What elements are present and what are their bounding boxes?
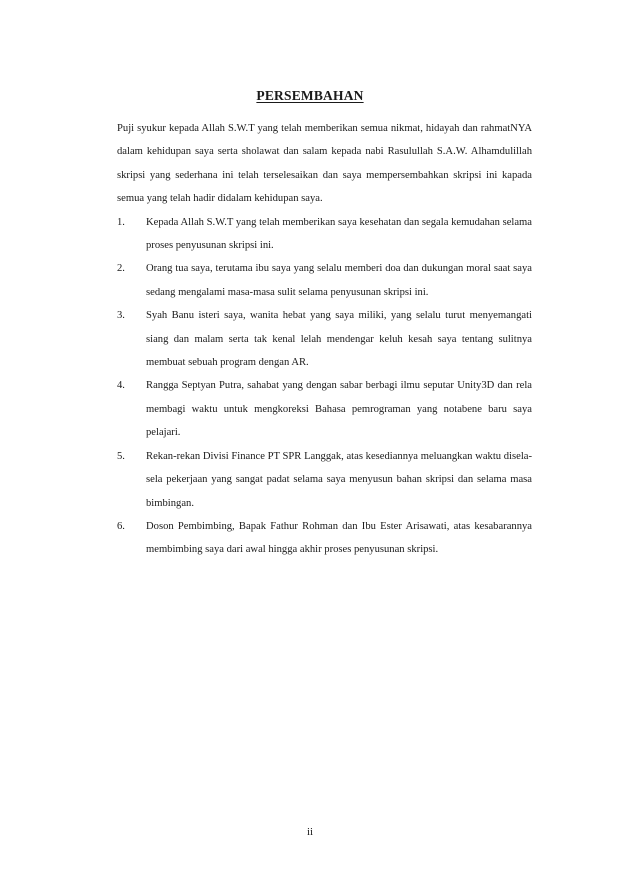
- list-item-number: 6.: [117, 520, 125, 532]
- list-item-text: Rekan-rekan Divisi Finance PT SPR Langgak, atas kesediannya meluangkan waktu disela-sela pekerjaan yang sangat padat selama saya menyusun bahan skripsi dan selama masa bimbingan.: [146, 450, 532, 509]
- dedication-list: [117, 211, 532, 562]
- page-title: PERSEMBAHAN: [256, 88, 364, 103]
- list-item: [117, 515, 532, 562]
- list-item-text: Rangga Septyan Putra, sahabat yang dengan sabar berbagi ilmu seputar Unity3D dan rela membagi waktu untuk mengkoreksi Bahasa pemrograman yang notabene baru saya pelajari.: [146, 380, 532, 439]
- list-item-text: Doson Pembimbing, Bapak Fathur Rohman dan Ibu Ester Arisawati, atas kesabarannya membimbing saya dari awal hingga akhir proses penyusunan skripsi.: [146, 520, 532, 556]
- page-number: ii: [306, 826, 314, 838]
- list-item-number: 5.: [117, 450, 125, 462]
- intro-paragraph: Puji syukur kepada Allah S.W.T yang telah memberikan semua nikmat, hidayah dan rahmatNYA dalam kehidupan saya serta sholawat dan salam kepada nabi Rasulullah S.A.W. Alhamdulillah skripsi yang sederhana ini telah terselesaikan dan saya mempersembahkan skripsi ini kapada semua yang telah hadir didalam kehidupan saya.: [117, 123, 532, 205]
- list-item: [117, 374, 532, 444]
- list-item-number: 2.: [117, 263, 125, 275]
- list-item: [117, 304, 532, 374]
- document-body: [117, 117, 532, 562]
- list-item-text: Kepada Allah S.W.T yang telah memberikan saya kesehatan dan segala kemudahan selama proses penyusunan skripsi ini.: [146, 216, 532, 252]
- list-item: [117, 257, 532, 304]
- list-item-number: 4.: [117, 380, 125, 392]
- list-item-text: Orang tua saya, terutama ibu saya yang selalu memberi doa dan dukungan moral saat saya sedang mengalami masa-masa sulit selama penyusunan skripsi ini.: [146, 263, 532, 298]
- list-item: [117, 211, 532, 258]
- list-item-text: Syah Banu isteri saya, wanita hebat yang saya miliki, yang selalu turut menyemangati siang dan malam serta tak kenal lelah mendengar keluh kesah saya tentang sulitnya membuat sebuah program dengan AR.: [146, 310, 532, 369]
- list-item-number: 1.: [117, 216, 125, 228]
- list-item-number: 3.: [117, 310, 125, 322]
- list-item: [117, 445, 532, 515]
